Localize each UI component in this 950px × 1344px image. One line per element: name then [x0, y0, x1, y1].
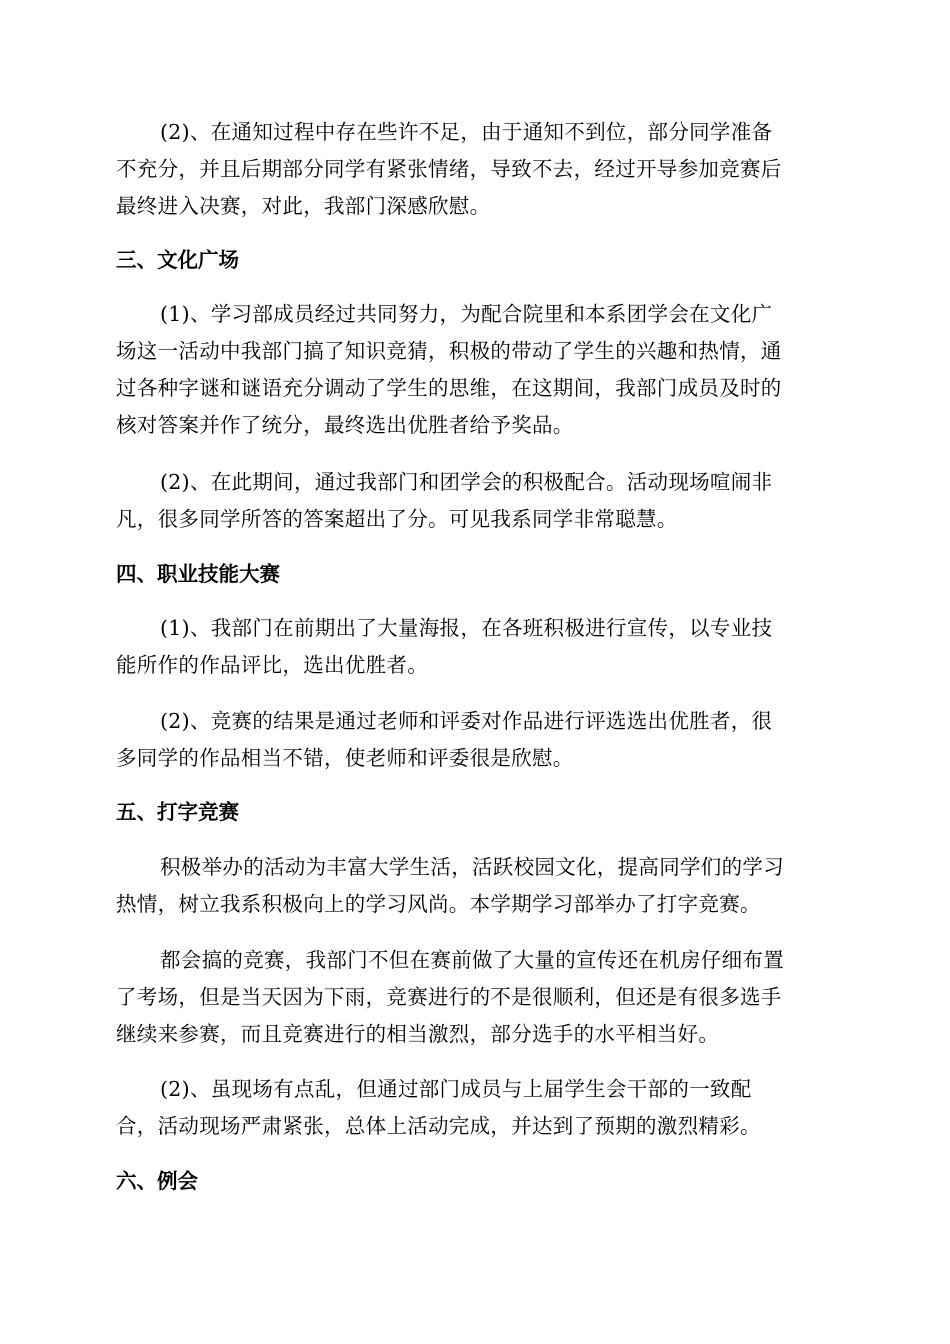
- paragraph: [116, 296, 836, 444]
- section-heading: 四、职业技能大赛: [116, 562, 280, 586]
- paragraph-line: (2)、虽现场有点乱，但通过部门成员与上届学生会干部的一致配: [160, 1077, 752, 1101]
- paragraph-line: 不充分，并且后期部分同学有紧张情绪，导致不去，经过开导参加竞赛后: [116, 157, 782, 181]
- paragraph-line: (2)、在此期间，通过我部门和团学会的积极配合。活动现场喧闹非: [160, 470, 773, 494]
- paragraph-line: 核对答案并作了统分，最终选出优胜者给予奖品。: [116, 413, 574, 437]
- paragraph-line: 凡，很多同学所答的答案超出了分。可见我系同学非常聪慧。: [116, 507, 678, 531]
- paragraph: [116, 610, 836, 684]
- section-heading: 五、打字竞赛: [116, 800, 239, 824]
- paragraph: [116, 703, 836, 777]
- paragraph-line: 场这一活动中我部门搞了知识竞猜，积极的带动了学生的兴趣和热情，通: [116, 339, 782, 363]
- paragraph-line: 都会搞的竞赛，我部门不但在赛前做了大量的宣传还在机房仔细布置: [160, 948, 784, 972]
- paragraph: [116, 114, 836, 225]
- paragraph-line: (2)、在通知过程中存在些许不足，由于通知不到位，部分同学准备: [160, 120, 773, 144]
- paragraph-line: 合，活动现场严肃紧张，总体上活动完成，并达到了预期的激烈精彩。: [116, 1114, 761, 1138]
- paragraph-line: 继续来参赛，而且竞赛进行的相当激烈，部分选手的水平相当好。: [116, 1022, 720, 1046]
- paragraph-line: 热情，树立我系积极向上的学习风尚。本学期学习部举办了打字竞赛。: [116, 892, 761, 916]
- paragraph-line: 最终进入决赛，对此，我部门深感欣慰。: [116, 194, 491, 218]
- paragraph: [116, 1071, 836, 1145]
- paragraph: [116, 464, 836, 538]
- section-heading: 六、例会: [116, 1169, 198, 1193]
- paragraph-line: 过各种字谜和谜语充分调动了学生的思维，在这期间，我部门成员及时的: [116, 376, 782, 400]
- paragraph-line: (2)、竞赛的结果是通过老师和评委对作品进行评选选出优胜者，很: [160, 709, 773, 733]
- paragraph-line: 积极举办的活动为丰富大学生活，活跃校园文化，提高同学们的学习: [160, 855, 784, 879]
- paragraph-line: 了考场，但是当天因为下雨，竞赛进行的不是很顺利，但还是有很多选手: [116, 985, 782, 1009]
- paragraph-line: 多同学的作品相当不错，使老师和评委很是欣慰。: [116, 746, 574, 770]
- paragraph-line: (1)、学习部成员经过共同努力，为配合院里和本系团学会在文化广: [160, 302, 773, 326]
- paragraph-line: (1)、我部门在前期出了大量海报，在各班积极进行宣传，以专业技: [160, 616, 773, 640]
- section-heading: 三、文化广场: [116, 248, 239, 272]
- paragraph: [116, 849, 836, 923]
- paragraph-line: 能所作的作品评比，选出优胜者。: [116, 653, 428, 677]
- paragraph: [116, 942, 836, 1053]
